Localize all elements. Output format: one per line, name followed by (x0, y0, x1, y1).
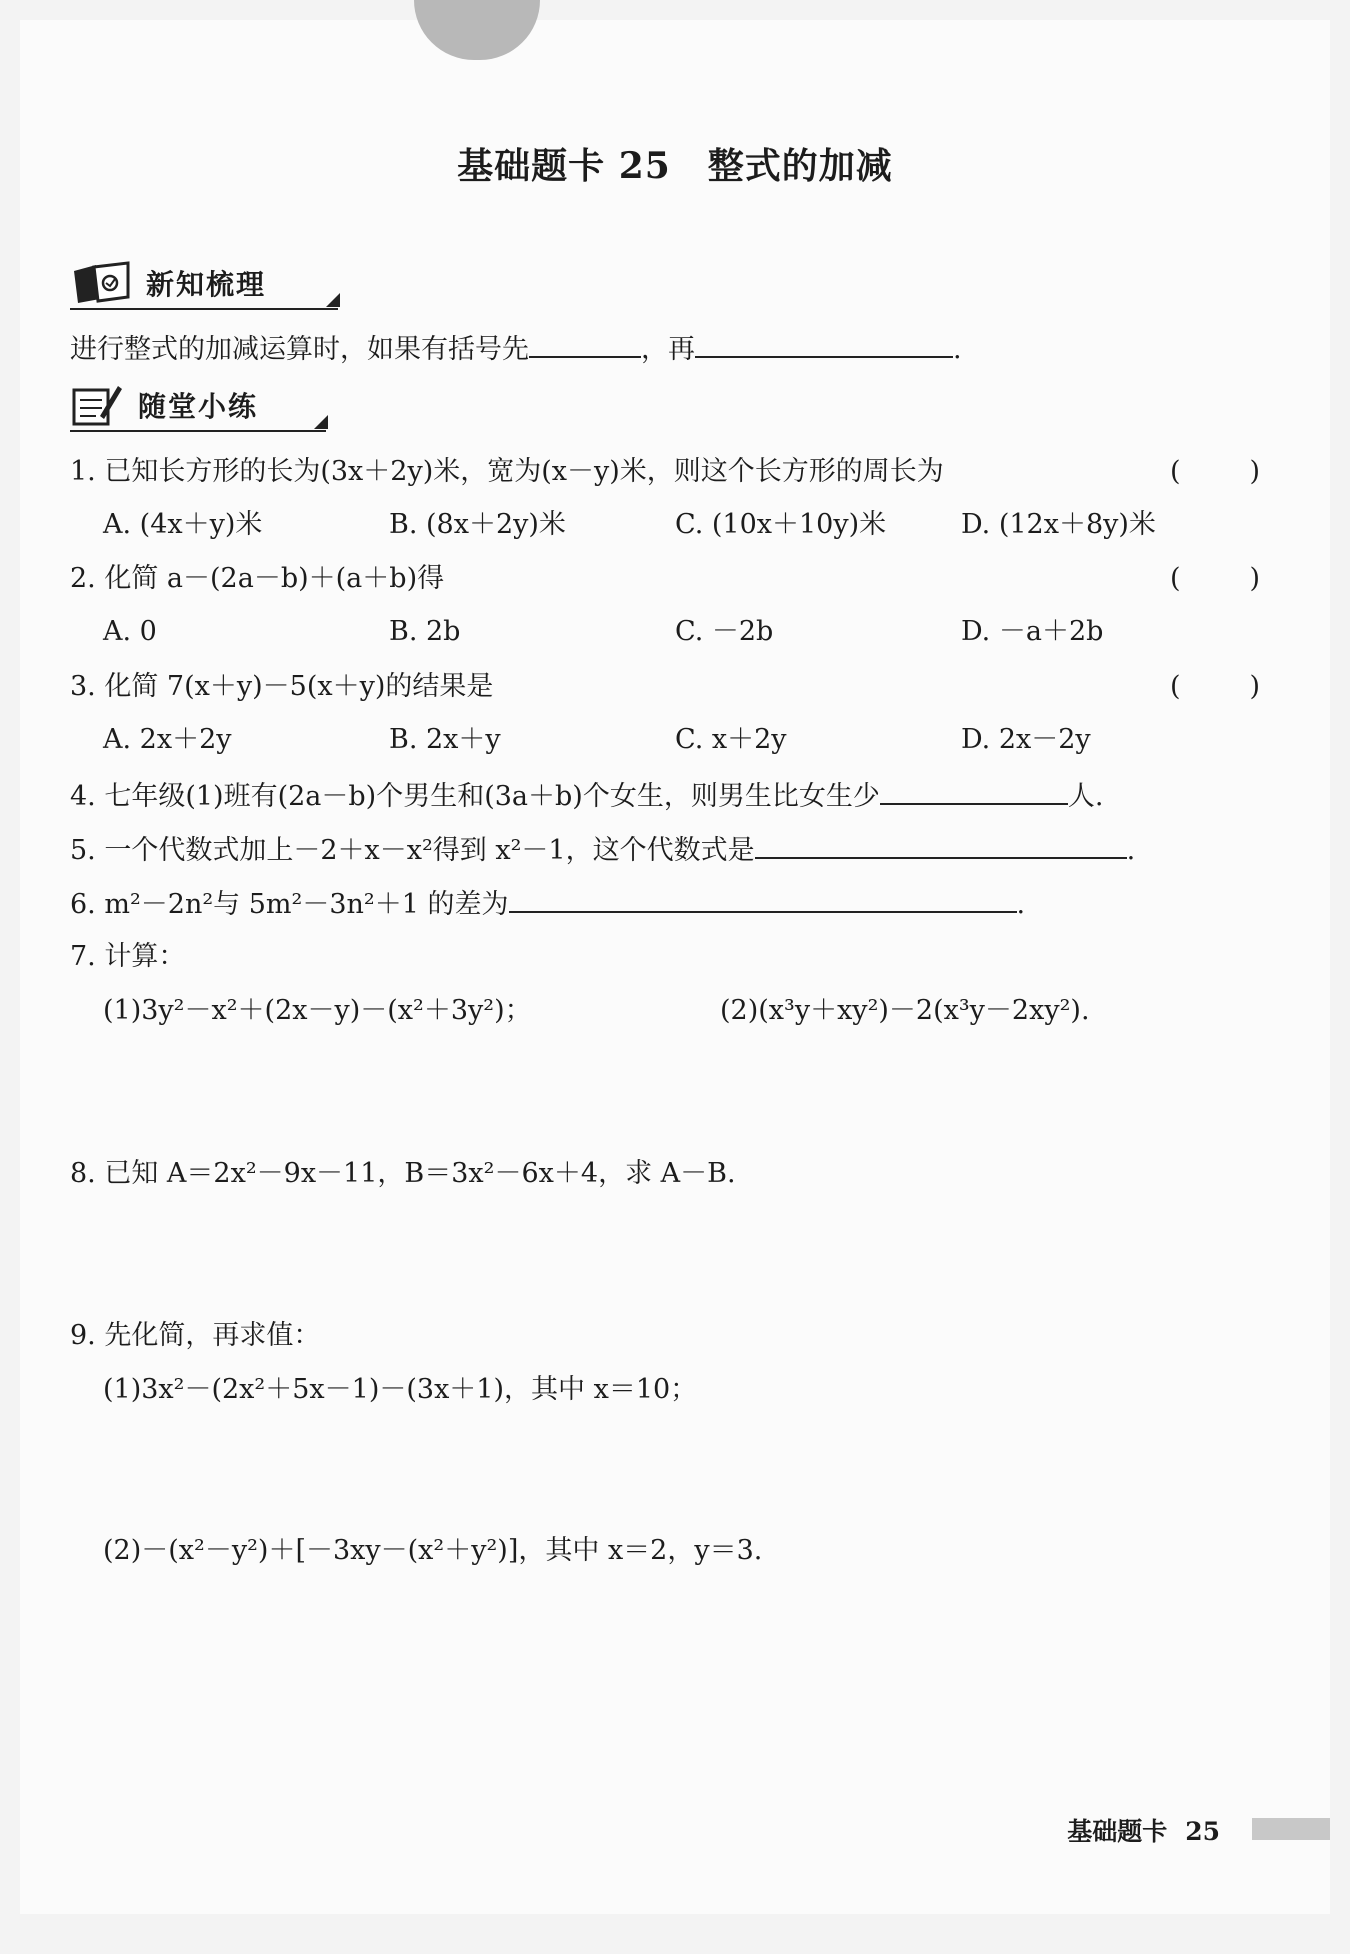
question-7-stem: 7. 计算： (70, 941, 186, 972)
q6-answer-blank[interactable] (509, 885, 1017, 913)
question-2-stem: 2. 化简 a－(2a－b)＋(a＋b)得 (70, 563, 445, 594)
page-top-tab (414, 0, 540, 60)
q3-option-b[interactable]: B. 2x＋y (389, 724, 501, 755)
answer-blank-1[interactable] (529, 330, 641, 358)
answer-blank-2[interactable] (695, 330, 953, 358)
question-4 (70, 777, 1103, 815)
q1-option-d[interactable]: D. (12x＋8y)米 (961, 509, 1156, 540)
q3-option-c[interactable]: C. x＋2y (675, 724, 787, 755)
q5-answer-blank[interactable] (755, 831, 1127, 859)
page-number: 25 (1185, 1817, 1220, 1846)
knowledge-text-a: 进行整式的加减运算时，如果有括号先 (70, 334, 529, 365)
section-practice (70, 382, 258, 428)
answer-paren-3[interactable]: ( ) (1170, 671, 1260, 702)
q1-option-a[interactable]: A. (4x＋y)米 (103, 509, 263, 540)
question-9-part-1: (1)3x²－(2x²＋5x－1)－(3x＋1)，其中 x＝10； (103, 1374, 698, 1405)
question-6-stem: 6. m²－2n²与 5m²－3n²＋1 的差为 (70, 889, 509, 920)
section-label: 随堂小练 (138, 390, 259, 423)
section-underline (70, 308, 338, 310)
section-label: 新知梳理 (146, 268, 267, 301)
q3-option-d[interactable]: D. 2x－2y (961, 724, 1091, 755)
question-6 (70, 885, 1025, 923)
q3-option-a[interactable]: A. 2x＋2y (103, 724, 232, 755)
question-6-end: . (1016, 889, 1026, 920)
q2-option-c[interactable]: C. －2b (675, 616, 774, 647)
footer-bar (1252, 1818, 1330, 1840)
book-icon (70, 261, 132, 305)
question-7-part-1: (1)3y²－x²＋(2x－y)－(x²＋3y²)； (103, 995, 532, 1026)
question-4-end: 人. (1067, 781, 1104, 812)
q2-option-d[interactable]: D. －a＋2b (961, 616, 1104, 647)
knowledge-text-b: ，再 (641, 334, 695, 365)
section-corner-mark (326, 293, 340, 307)
page-footer (1067, 1812, 1220, 1848)
q2-option-a[interactable]: A. 0 (103, 616, 157, 647)
q2-option-b[interactable]: B. 2b (389, 616, 461, 647)
knowledge-line (70, 330, 962, 368)
q1-option-c[interactable]: C. (10x＋10y)米 (675, 509, 887, 540)
q4-answer-blank[interactable] (880, 777, 1068, 805)
answer-paren-1[interactable]: ( ) (1170, 456, 1260, 487)
page-title: 基础题卡 25 整式的加减 (457, 145, 893, 187)
question-3-stem: 3. 化简 7(x＋y)－5(x＋y)的结果是 (70, 671, 494, 702)
worksheet-page (20, 20, 1330, 1914)
answer-paren-2[interactable]: ( ) (1170, 563, 1260, 594)
section-new-knowledge (70, 260, 266, 306)
notebook-pen-icon (70, 382, 124, 428)
question-5-end: . (1126, 835, 1136, 866)
question-1-stem: 1. 已知长方形的长为(3x＋2y)米，宽为(x－y)米，则这个长方形的周长为 (70, 456, 944, 487)
question-9-part-2: (2)－(x²－y²)＋[－3xy－(x²＋y²)]，其中 x＝2，y＝3. (103, 1535, 763, 1566)
section-underline (70, 430, 326, 432)
footer-label: 基础题卡 (1067, 1817, 1168, 1846)
question-5-stem: 5. 一个代数式加上－2＋x－x²得到 x²－1，这个代数式是 (70, 835, 755, 866)
knowledge-text-end: . (953, 334, 962, 365)
question-7-part-2: (2)(x³y＋xy²)－2(x³y－2xy²). (720, 995, 1090, 1026)
section-corner-mark (314, 415, 328, 429)
question-8-stem: 8. 已知 A＝2x²－9x－11，B＝3x²－6x＋4，求 A－B. (70, 1158, 736, 1189)
question-9-stem: 9. 先化简，再求值： (70, 1320, 321, 1351)
question-5 (70, 831, 1135, 869)
question-4-stem: 4. 七年级(1)班有(2a－b)个男生和(3a＋b)个女生，则男生比女生少 (70, 781, 880, 812)
q1-option-b[interactable]: B. (8x＋2y)米 (389, 509, 566, 540)
